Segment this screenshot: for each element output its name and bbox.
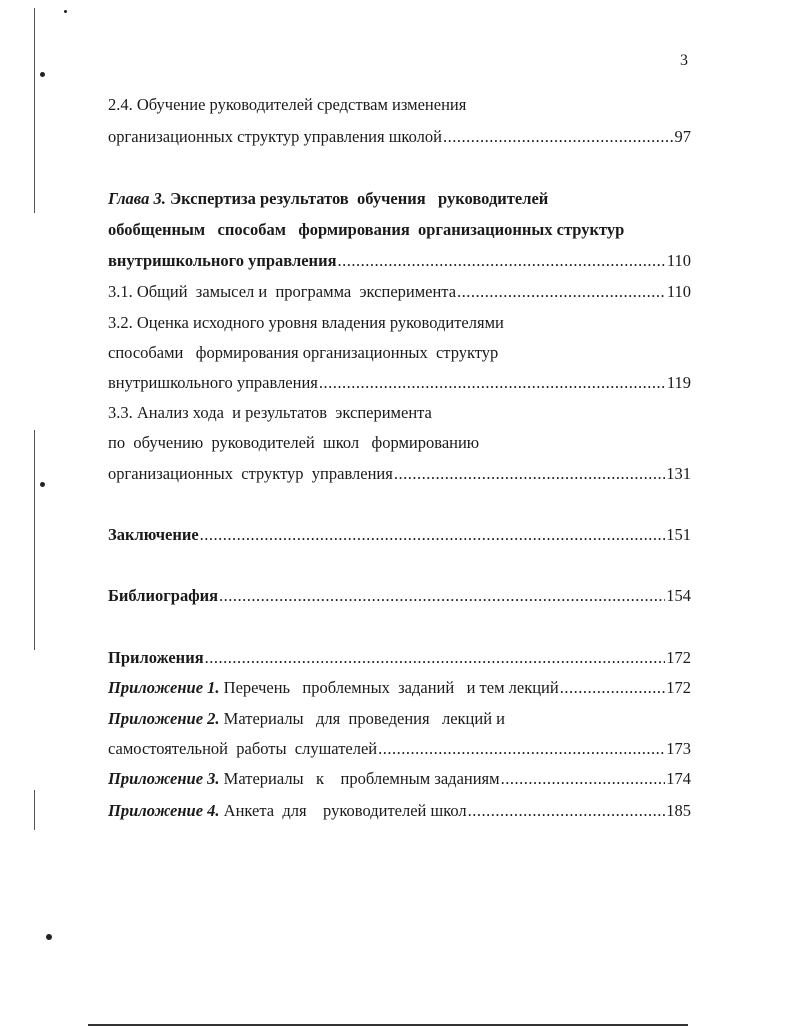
toc-3-3-line-2 (108, 433, 479, 453)
toc-text: Материалы к проблемным заданиям (219, 769, 500, 788)
appendix-prefix: Приложение 3. (108, 769, 220, 788)
toc-page-number: 154 (666, 586, 691, 605)
dot-leader (443, 127, 674, 147)
appendix-prefix: Приложение 4. (108, 801, 220, 820)
toc-text: 3.2. Оценка исходного уровня владения руководителями (108, 313, 504, 332)
dot-leader (457, 282, 666, 302)
scan-edge-line (34, 8, 35, 213)
scan-bottom-rule (88, 1024, 688, 1026)
scan-dot (40, 72, 45, 77)
toc-text: обобщенным способам формирования организационных структур (108, 220, 625, 239)
toc-3-3-line-1 (108, 403, 432, 423)
toc-text: Библиография (108, 586, 219, 605)
dot-leader (378, 739, 665, 759)
toc-text: Перечень проблемных заданий и тем лекций (219, 678, 559, 697)
toc-page-number: 174 (666, 769, 691, 788)
scan-dot (40, 482, 45, 487)
toc-text: внутришкольного управления (108, 251, 337, 270)
toc-conclusion (108, 525, 691, 545)
toc-appendix-2-line-1 (108, 709, 505, 729)
toc-appendix-3 (108, 769, 691, 789)
toc-appendix-1 (108, 678, 691, 698)
scan-dot (46, 934, 52, 940)
toc-text: Экспертиза результатов обучения руководителей (165, 189, 549, 208)
toc-2-4-line-2 (108, 127, 691, 147)
toc-page-number: 172 (666, 648, 691, 667)
dot-leader (560, 678, 666, 698)
toc-text: организационных структур управления (108, 464, 393, 483)
toc-3-3-line-3 (108, 464, 691, 484)
scan-edge-line (34, 790, 35, 830)
toc-text: 2.4. Обучение руководителей средствам изменения (108, 95, 467, 114)
scan-edge-line (34, 430, 35, 650)
toc-3-1-line-1 (108, 282, 691, 302)
toc-chapter-3-line-1 (108, 189, 548, 209)
toc-text: 3.1. Общий замысел и программа эксперимента (108, 282, 457, 301)
toc-page-number: 172 (666, 678, 691, 697)
toc-text: способами формирования организационных структур (108, 343, 499, 362)
toc-appendix-4 (108, 801, 691, 821)
appendix-prefix: Приложение 2. (108, 709, 220, 728)
toc-text: самостоятельной работы слушателей (108, 739, 378, 758)
toc-bibliography (108, 586, 691, 606)
toc-page-number: 131 (666, 464, 691, 483)
toc-appendix-2-line-2 (108, 739, 691, 759)
scan-dot (64, 10, 67, 13)
toc-text: 3.3. Анализ хода и результатов эксперимента (108, 403, 432, 422)
toc-3-2-line-3 (108, 373, 691, 393)
toc-text: Приложения (108, 648, 204, 667)
toc-text: Заключение (108, 525, 199, 544)
dot-leader (501, 769, 666, 789)
dot-leader (200, 525, 666, 545)
toc-page-number: 110 (666, 251, 691, 270)
toc-text: Материалы для проведения лекций и (219, 709, 505, 728)
toc-appendices (108, 648, 691, 668)
appendix-prefix: Приложение 1. (108, 678, 220, 697)
toc-2-4-line-1 (108, 95, 466, 115)
toc-page-number: 173 (666, 739, 691, 758)
dot-leader (468, 801, 666, 821)
dot-leader (394, 464, 665, 484)
dot-leader (319, 373, 666, 393)
dot-leader (219, 586, 665, 606)
toc-text: внутришкольного управления (108, 373, 318, 392)
dot-leader (205, 648, 666, 668)
dot-leader (338, 251, 666, 271)
toc-chapter-3-line-2 (108, 220, 624, 240)
toc-chapter-3-line-3 (108, 251, 691, 271)
toc-page-number: 97 (674, 127, 691, 146)
toc-text: организационных структур управления школой (108, 127, 442, 146)
chapter-prefix: Глава 3. (108, 189, 166, 208)
page-number: 3 (680, 52, 688, 69)
toc-page-number: 185 (666, 801, 691, 820)
toc-3-2-line-1 (108, 313, 504, 333)
toc-text: Анкета для руководителей школ (219, 801, 467, 820)
toc-page-number: 110 (666, 282, 691, 301)
toc-page-number: 151 (666, 525, 691, 544)
toc-3-2-line-2 (108, 343, 498, 363)
toc-page-number: 119 (666, 373, 691, 392)
toc-text: по обучению руководителей школ формированию (108, 433, 480, 452)
